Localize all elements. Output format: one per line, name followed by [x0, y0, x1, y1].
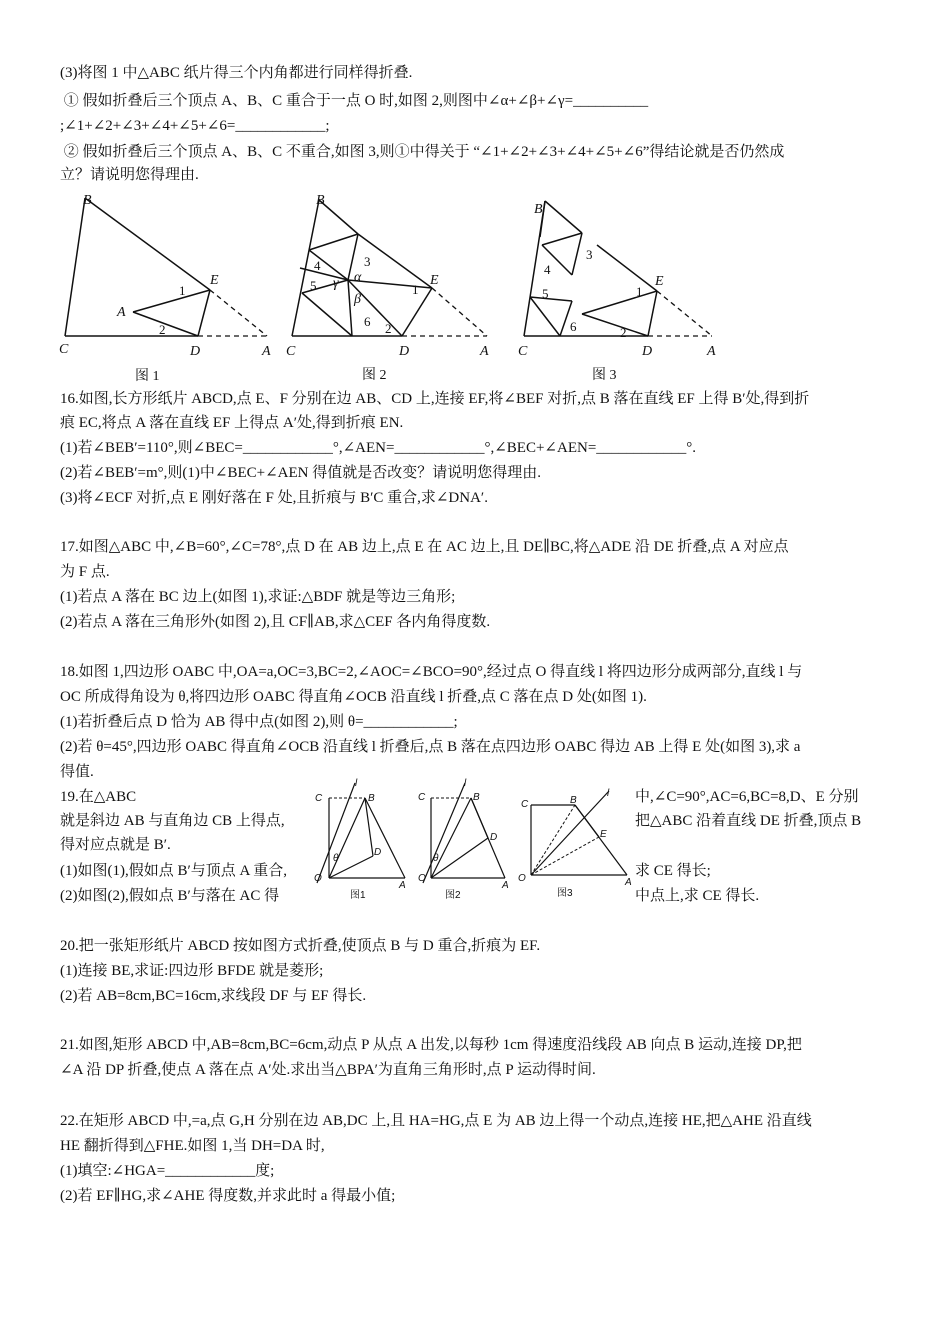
q19-right-1: 中,∠C=90°,AC=6,BC=8,D、E 分别	[635, 789, 859, 805]
caption: 图 1	[135, 369, 160, 384]
label-e: E	[655, 274, 664, 289]
angle-gamma: γ	[333, 276, 339, 291]
angle-3: 3	[364, 254, 371, 269]
q18-figure-2	[415, 778, 515, 903]
label-c: C	[418, 792, 426, 803]
label-e: E	[210, 273, 219, 288]
angle-beta: β	[354, 292, 361, 307]
angle-4: 4	[544, 262, 551, 277]
q15-sub2-line2: 立？请说明您得理由.	[60, 167, 199, 183]
q21-line1: 21.如图,矩形 ABCD 中,AB=8cm,BC=6cm,动点 P 从点 A 出发,以每秒 1cm 得速度沿线段 AB 向点 B 运动,连接 DP,把	[60, 1037, 802, 1053]
label-b: B	[473, 792, 480, 803]
label-d: D	[399, 344, 410, 359]
label-theta: θ	[333, 853, 339, 864]
angle-4: 4	[314, 258, 321, 273]
q17-part2: (2)若点 A 落在三角形外(如图 2),且 CF∥AB,求△CEF 各内角得度数.	[60, 614, 491, 630]
q15-part3-line: (3)将图 1 中△ABC 纸片得三个内角都进行同样得折叠.	[60, 65, 413, 81]
label-c: C	[518, 344, 528, 359]
q22-line1: 22.在矩形 ABCD 中,=a,点 G,H 分别在边 AB,DC 上,且 HA=HG,点 E 为 AB 边上得一个动点,连接 HE,把△AHE 沿直线	[60, 1113, 812, 1129]
q15-sub2-line: ② 假如折叠后三个顶点 A、B、C 不重合,如图 3,则①中得关于 “∠1+∠2+∠3+∠4+∠5+∠6”得结论就是否仍然成	[60, 144, 785, 160]
q22-part2: (2)若 EF∥HG,求∠AHE 得度数,并求此时 a 得最小值;	[60, 1188, 396, 1204]
caption: 图 3	[592, 368, 617, 383]
label-a: A	[262, 344, 271, 359]
angle-2: 2	[385, 321, 392, 336]
q15-sub1-line2: ;∠1+∠2+∠3+∠4+∠5+∠6=____________;	[60, 118, 330, 134]
label-c: C	[315, 793, 323, 804]
label-b: B	[368, 793, 375, 804]
label-b: B	[316, 193, 325, 208]
figure-3	[512, 195, 732, 385]
label-d: D	[490, 832, 498, 843]
caption: 图1	[350, 890, 366, 901]
q16-part3: (3)将∠ECF 对折,点 E 刚好落在 F 处,且折痕与 B′C 重合,求∠DNA′.	[60, 490, 488, 506]
q19-left-3: 得对应点就是 B′.	[60, 837, 171, 853]
q17-part1: (1)若点 A 落在 BC 边上(如图 1),求证:△BDF 就是等边三角形;	[60, 589, 456, 605]
angle-1: 1	[636, 284, 643, 299]
q15-sub1-line: ① 假如折叠后三个顶点 A、B、C 重合于一点 O 时,如图 2,则图中∠α+∠β+∠γ=__________	[60, 93, 649, 109]
label-c: C	[59, 342, 69, 357]
q19-left-4: (1)如图(1),假如点 B′与顶点 A 重合,	[60, 863, 288, 879]
edge-be	[85, 198, 210, 290]
q19-right-4: 求 CE 得长;	[635, 863, 711, 879]
label-c: C	[521, 799, 529, 810]
q22-line2: HE 翻折得到△FHE.如图 1,当 DH=DA 时,	[60, 1138, 325, 1154]
label-a: A	[399, 880, 406, 891]
angle-2: 2	[159, 322, 166, 337]
q19-right-5: 中点上,求 CE 得长.	[635, 888, 760, 904]
label-b: B	[534, 202, 543, 217]
label-b: B	[83, 193, 92, 208]
q16-part2: (2)若∠BEB′=m°,则(1)中∠BEC+∠AEN 得值就是否改变？请说明您得理由.	[60, 465, 541, 481]
dashed-ea	[210, 290, 267, 336]
figure-1	[55, 190, 285, 385]
q16-line1: 16.如图,长方形纸片 ABCD,点 E、F 分别在边 AB、CD 上,连接 EF,将∠BEF 对折,点 B 落在直线 EF 上得 B′处,得到折	[60, 391, 810, 407]
q20-part2: (2)若 AB=8cm,BC=16cm,求线段 DF 与 EF 得长.	[60, 988, 367, 1004]
q18-part1: (1)若折叠后点 D 恰为 AB 得中点(如图 2),则 θ=____________;	[60, 714, 458, 730]
q20-part1: (1)连接 BE,求证:四边形 BFDE 就是菱形;	[60, 963, 324, 979]
label-c: C	[286, 344, 296, 359]
label-a: A	[707, 344, 716, 359]
label-a-folded: A	[117, 305, 126, 320]
q16-line2: 痕 EC,将点 A 落在直线 EF 上得点 A′处,得到折痕 EN.	[60, 415, 404, 431]
q18-part2-line2: 得值.	[60, 764, 94, 780]
q19-left-5: (2)如图(2),假如点 B′与落在 AC 得	[60, 888, 280, 904]
caption: 图3	[557, 888, 573, 899]
q18-part2: (2)若 θ=45°,四边形 OABC 得直角∠OCB 沿直线 l 折叠后,点 B 落在点四边形 OABC 得边 AB 上得 E 处(如图 3),求 a	[60, 739, 801, 755]
caption: 图2	[445, 890, 461, 901]
angle-6: 6	[364, 314, 371, 329]
q17-line2: 为 F 点.	[60, 564, 110, 580]
q22-part1: (1)填空:∠HGA=____________度;	[60, 1163, 275, 1179]
edge-ea	[133, 290, 210, 312]
figure-2	[282, 188, 502, 385]
caption: 图 2	[362, 368, 387, 383]
angle-1: 1	[412, 282, 419, 297]
angle-2: 2	[620, 325, 627, 340]
label-theta: θ	[433, 853, 439, 864]
fold-ed	[198, 290, 210, 336]
angle-5: 5	[542, 286, 549, 301]
q20-line1: 20.把一张矩形纸片 ABCD 按如图方式折叠,使顶点 B 与 D 重合,折痕为 EF.	[60, 938, 541, 954]
label-b: B	[570, 795, 577, 806]
label-a: A	[625, 877, 632, 888]
label-l: l	[607, 788, 610, 799]
label-a: A	[502, 880, 509, 891]
angle-alpha: α	[354, 270, 362, 285]
label-e: E	[430, 273, 439, 288]
q16-part1: (1)若∠BEB′=110°,则∠BEC=____________°,∠AEN=____________°,∠BEC+∠AEN=____________°.	[60, 440, 697, 456]
q19-right-2: 把△ABC 沿着直线 DE 折叠,顶点 B	[635, 813, 862, 829]
label-o: O	[418, 873, 426, 884]
label-l: l	[355, 778, 358, 789]
label-e: E	[600, 829, 607, 840]
label-d: D	[190, 344, 201, 359]
label-o: O	[518, 873, 526, 884]
label-o: O	[314, 873, 322, 884]
q18-line1: 18.如图 1,四边形 OABC 中,OA=a,OC=3,BC=2,∠AOC=∠BCO=90°,经过点 O 得直线 l 将四边形分成两部分,直线 l 与	[60, 664, 803, 680]
q18-figure-3	[515, 785, 635, 900]
edge-bc	[65, 198, 85, 336]
label-l: l	[464, 778, 467, 789]
label-d: D	[642, 344, 653, 359]
q18-figure-1	[305, 778, 415, 903]
angle-5: 5	[310, 278, 317, 293]
label-d: D	[374, 847, 382, 858]
q21-line2: ∠A 沿 DP 折叠,使点 A 落在点 A′处.求出当△BPA′为直角三角形时,点 P 运动得时间.	[60, 1062, 596, 1078]
angle-1: 1	[179, 283, 186, 298]
q19-left-1: 19.在△ABC	[60, 789, 137, 805]
q18-line2: OC 所成得角设为 θ,将四边形 OABC 得直角∠OCB 沿直线 l 折叠,点 C 落在点 D 处(如图 1).	[60, 689, 647, 705]
edge-ad	[133, 312, 198, 336]
label-a: A	[480, 344, 489, 359]
angle-6: 6	[570, 319, 577, 334]
q19-left-2: 就是斜边 AB 与直角边 CB 上得点,	[60, 813, 285, 829]
angle-3: 3	[586, 247, 593, 262]
q17-line1: 17.如图△ABC 中,∠B=60°,∠C=78°,点 D 在 AB 边上,点 E 在 AC 边上,且 DE∥BC,将△ADE 沿 DE 折叠,点 A 对应点	[60, 539, 789, 555]
